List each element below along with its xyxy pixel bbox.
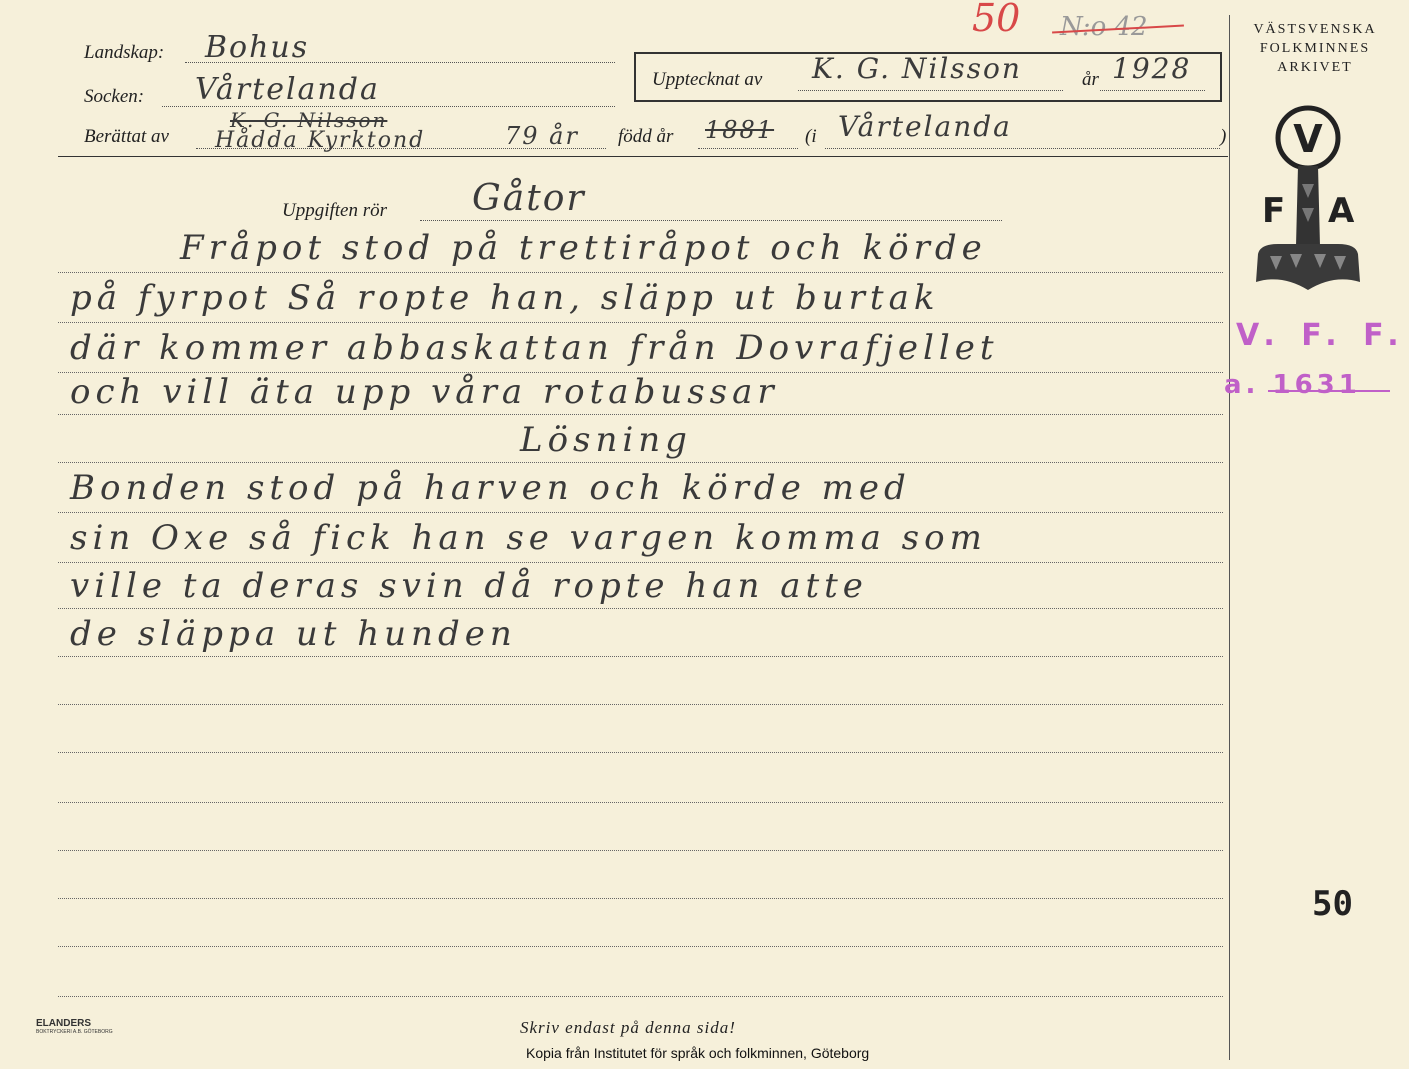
archive-name <box>1240 20 1390 77</box>
ruled-line <box>58 322 1223 323</box>
ruled-line <box>58 752 1223 753</box>
i-dots <box>825 148 1220 149</box>
page-number: 50 <box>1312 884 1353 924</box>
text-line-9: de släppa ut hunden <box>70 614 517 654</box>
upptecknat-label: Upptecknat av <box>652 69 763 90</box>
header-rule <box>58 156 1228 157</box>
ar-label: år <box>1082 69 1099 90</box>
ruled-line <box>58 512 1223 513</box>
ruled-line <box>58 414 1223 415</box>
ruled-line <box>58 656 1223 657</box>
uppgiften-label: Uppgiften rör <box>282 200 388 221</box>
archive-line-1: VÄSTSVENSKA <box>1253 22 1377 37</box>
logo-f-letter: F <box>1262 191 1286 231</box>
age-value: 79 år <box>505 122 579 150</box>
i-label: (i <box>805 126 817 147</box>
ruled-line <box>58 704 1223 705</box>
ruled-line <box>58 462 1223 463</box>
fodd-dots <box>698 148 798 149</box>
ar-dots <box>1100 90 1205 91</box>
old-number: N:o 42 <box>1060 12 1148 42</box>
printer-small: BOKTRYCKERI A.B. GÖTEBORG <box>36 1029 113 1035</box>
uppgiften-value: Gåtor <box>472 178 586 219</box>
archive-line-3: ARKIVET <box>1277 60 1353 75</box>
text-line-2: på fyrpot Så ropte han, släpp ut burtak <box>70 278 940 318</box>
berattat-value: Hådda Kyrktond <box>215 128 426 153</box>
ar-value: 1928 <box>1112 52 1192 85</box>
upptecknat-value: K. G. Nilsson <box>812 52 1022 85</box>
text-line-8: ville ta deras svin då ropte han atte <box>70 566 868 606</box>
landskap-value: Bohus <box>205 30 310 65</box>
archive-line-2: FOLKMINNES <box>1259 41 1371 56</box>
ruled-line <box>58 608 1223 609</box>
printer-name: ELANDERS <box>36 1018 92 1029</box>
ruled-line <box>58 272 1223 273</box>
ruled-line <box>58 562 1223 563</box>
uppgiften-dots <box>420 220 1002 221</box>
right-column-divider <box>1229 15 1230 1060</box>
i-value: Vårtelanda <box>838 110 1012 143</box>
socken-value: Vårtelanda <box>195 72 380 107</box>
accession-stamp: a. 1631 <box>1224 370 1361 400</box>
text-line-3: där kommer abbaskattan från Dovrafjellet <box>70 328 999 368</box>
printer-mark <box>36 1018 113 1035</box>
ruled-line <box>58 996 1223 997</box>
ruled-line <box>58 850 1223 851</box>
copy-note: Kopia från Institutet för språk och folkminnen, Göteborg <box>526 1045 870 1061</box>
accession-strike <box>1268 390 1390 392</box>
text-line-1: Fråpot stod på trettiråpot och körde <box>180 228 987 268</box>
red-page-number: 50 <box>972 0 1021 40</box>
berattat-label: Berättat av <box>84 126 169 147</box>
ruled-line <box>58 898 1223 899</box>
socken-label: Socken: <box>84 86 145 107</box>
logo-v-letter: V <box>1293 117 1323 161</box>
vfa-hammer-logo <box>1248 104 1378 300</box>
berattat-struck-value: K. G. Nilsson <box>230 108 388 132</box>
fodd-label: född år <box>618 126 674 147</box>
footer-instruction: Skriv endast på denna sida! <box>520 1018 736 1037</box>
vff-stamp: V. F. F. <box>1236 318 1407 353</box>
text-line-5-heading: Lösning <box>520 420 692 460</box>
landskap-label: Landskap: <box>84 42 165 63</box>
logo-a-letter: A <box>1328 191 1355 231</box>
close-paren: ) <box>1220 126 1227 147</box>
text-line-6: Bonden stod på harven och körde med <box>70 468 911 508</box>
upptecknat-dots <box>798 90 1063 91</box>
text-line-4: och vill äta upp våra rotabussar <box>70 372 779 412</box>
fodd-value: 1881 <box>705 116 775 144</box>
ruled-line <box>58 946 1223 947</box>
text-line-7: sin Oxe så fick han se vargen komma som <box>70 518 987 558</box>
ruled-line <box>58 802 1223 803</box>
